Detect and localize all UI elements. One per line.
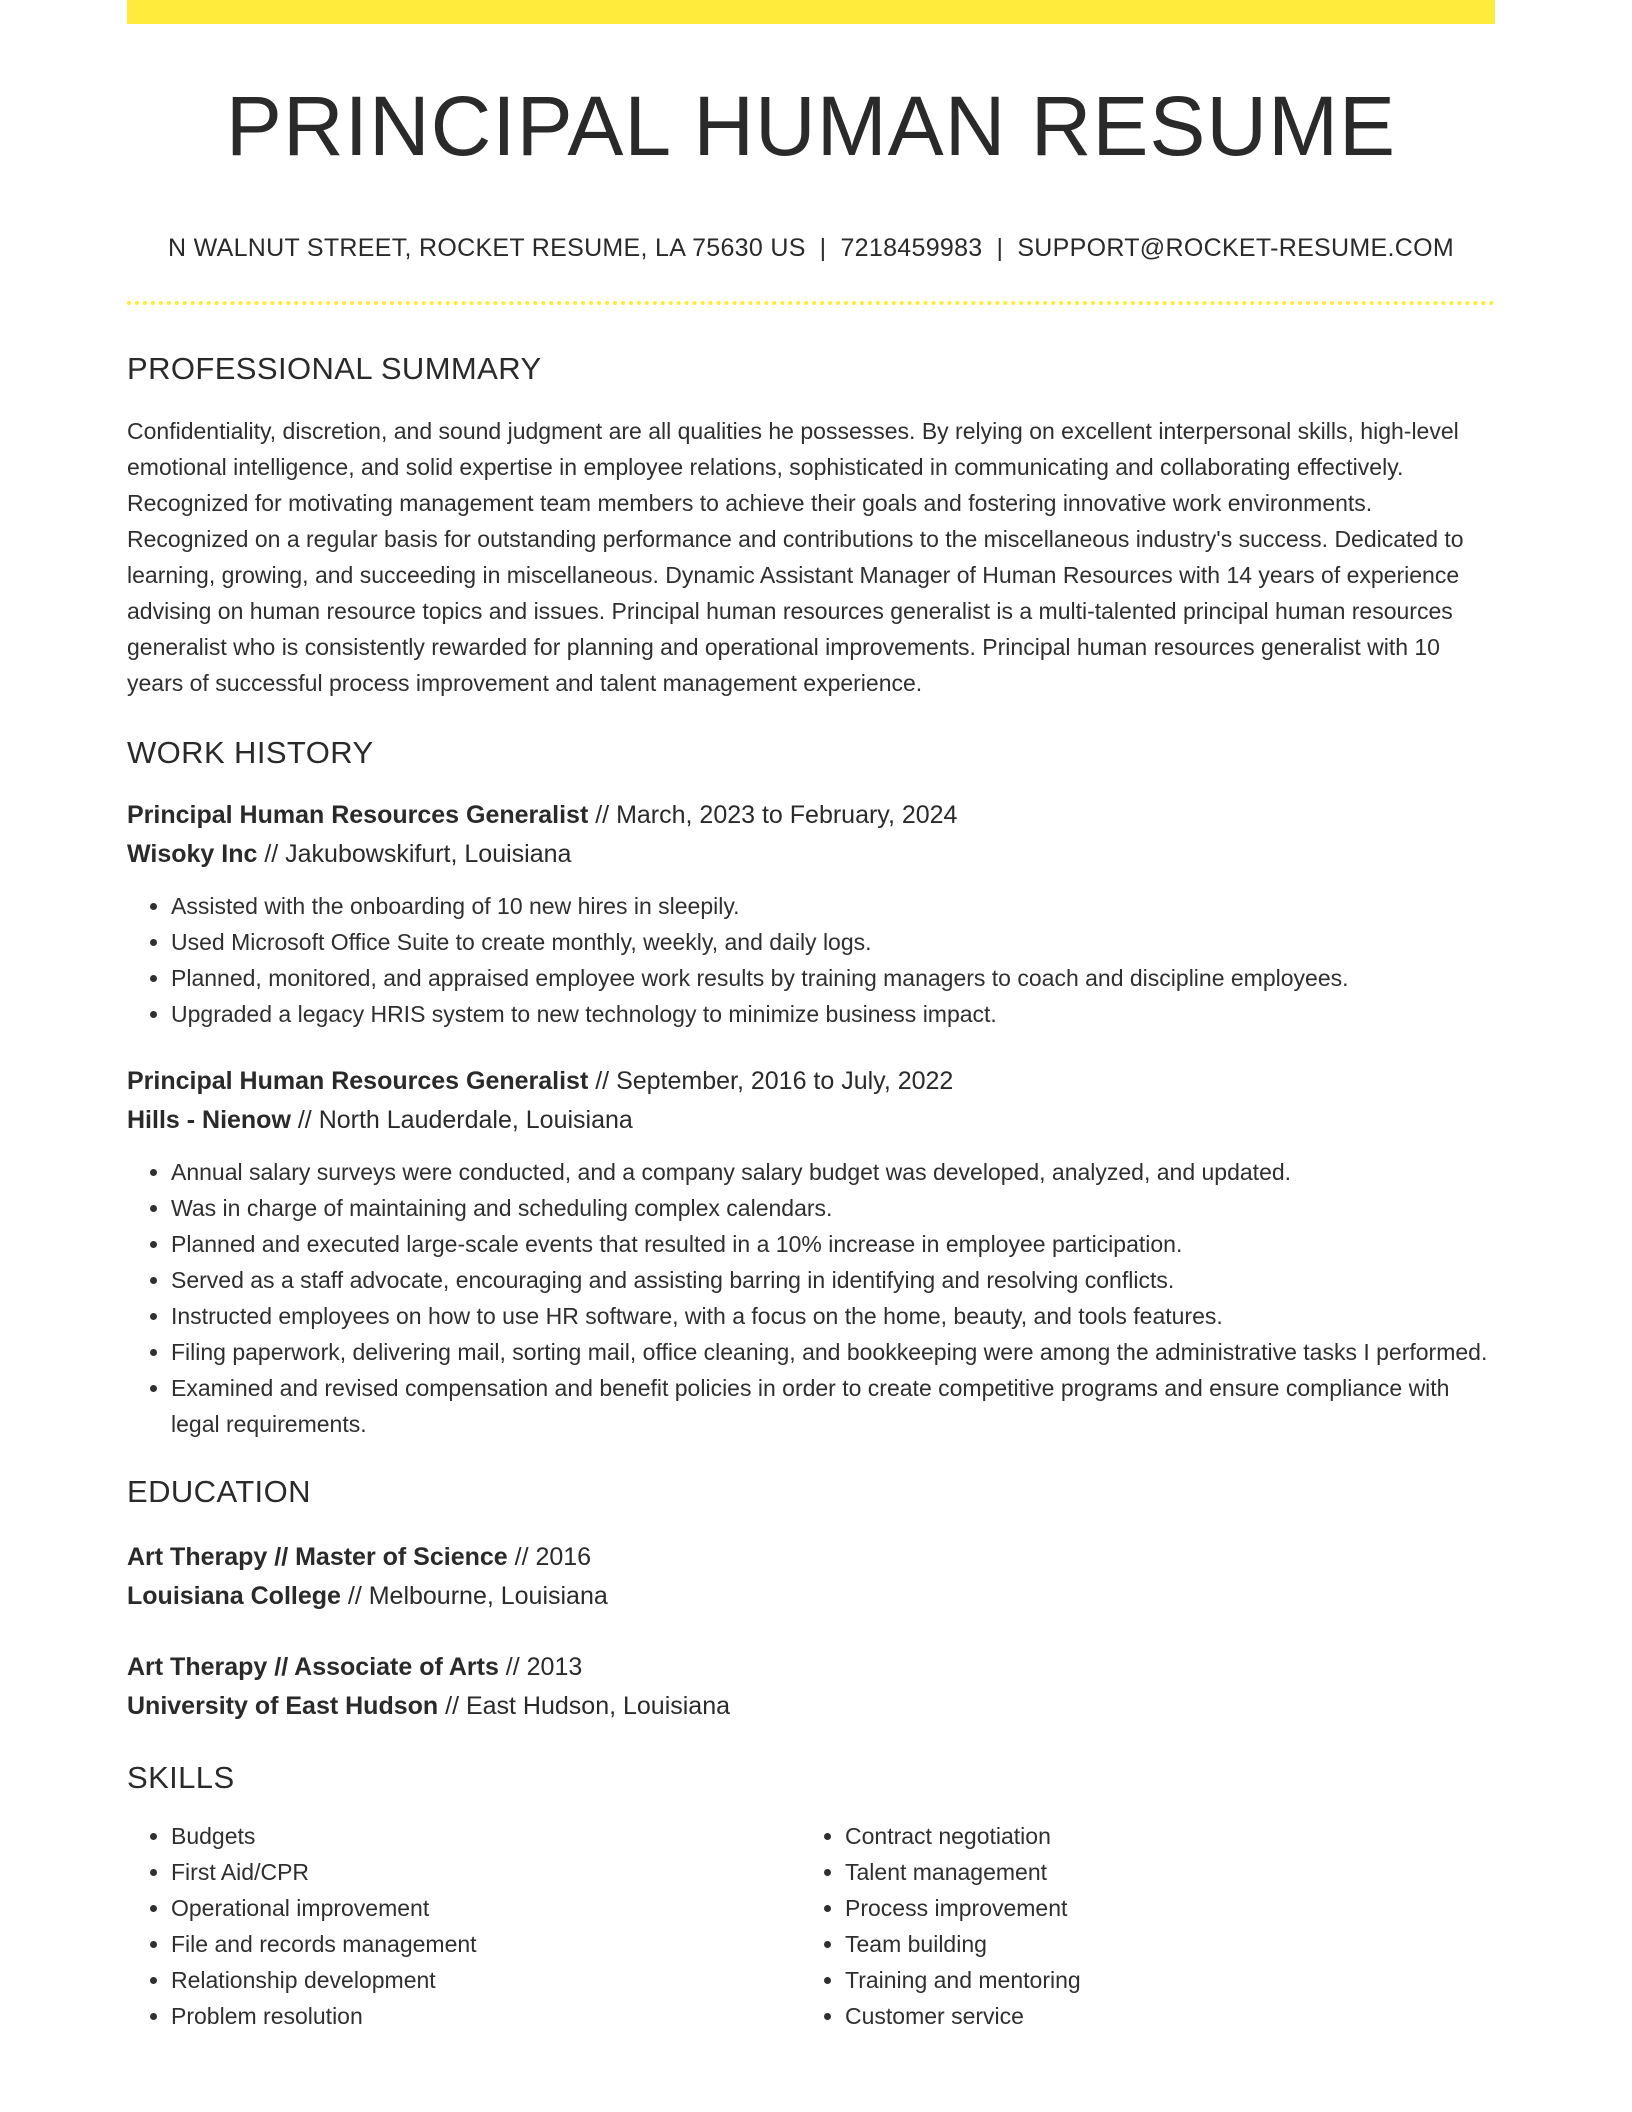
resume-body (127, 0, 1495, 2034)
job-entry (127, 796, 1495, 1032)
list-item: • Instructed employees on how to use HR software, with a focus on the home, beauty, and tools features. (171, 1298, 1495, 1334)
job-role: Principal Human Resources Generalist (127, 801, 589, 829)
job-dates: // March, 2023 to February, 2024 (588, 801, 958, 829)
job-location: // Jakubowskifurt, Louisiana (257, 840, 572, 868)
job-company-line (127, 835, 1495, 874)
skill-item: • File and records management (171, 1926, 801, 1962)
job-entry (127, 1062, 1495, 1442)
section-title-skills: SKILLS (127, 1760, 235, 1795)
edu-school: Louisiana College (127, 1582, 341, 1610)
edu-location: // Melbourne, Louisiana (340, 1582, 608, 1610)
top-accent-bar (127, 0, 1495, 24)
dotted-divider (127, 301, 1495, 305)
list-item: • Assisted with the onboarding of 10 new hires in sleepily. (171, 888, 1495, 924)
education-entry (127, 1538, 1495, 1616)
edu-location: // East Hudson, Louisiana (438, 1692, 731, 1720)
skill-item: • Contract negotiation (845, 1818, 1475, 1854)
edu-school: University of East Hudson (127, 1692, 439, 1720)
skills-list-right (801, 1818, 1475, 2034)
edu-degree-line (127, 1538, 1495, 1577)
job-role-line (127, 1062, 1495, 1101)
list-item: • Was in charge of maintaining and scheduling complex calendars. (171, 1190, 1495, 1226)
summary-text: Confidentiality, discretion, and sound judgment are all qualities he possesses. By relying on excellent interpersonal skills, high-level emotional intelligence, and solid expertise in employee relations, sophisticated in communicating and collaborating effectively. Recognized for motivating management team members to achieve their goals and fostering innovative work environments. Recognized on a regular basis for outstanding performance and contributions to the miscellaneous industry's success. Dedicated to learning, growing, and succeeding in miscellaneous. Dynamic Assistant Manager of Human Resources with 14 years of experience advising on human resource topics and issues. Principal human resources generalist is a multi-talented principal human resources generalist who is consistently rewarded for planning and operational improvements. Principal human resources generalist with 10 years of successful process improvement and talent management experience. (127, 418, 1464, 696)
contact-separator: | (819, 234, 827, 262)
edu-year: // 2013 (498, 1653, 583, 1681)
job-location: // North Lauderdale, Louisiana (290, 1106, 633, 1134)
list-item: • Annual salary surveys were conducted, and a company salary budget was developed, analyzed, and updated. (171, 1154, 1495, 1190)
list-item: • Filing paperwork, delivering mail, sorting mail, office cleaning, and bookkeeping were among the administrative tasks I performed. (171, 1334, 1495, 1370)
job-dates: // September, 2016 to July, 2022 (588, 1067, 954, 1095)
list-item: • Served as a staff advocate, encouraging and assisting barring in identifying and resolving conflicts. (171, 1262, 1495, 1298)
list-item: • Planned, monitored, and appraised employee work results by training managers to coach and discipline employees. (171, 960, 1495, 996)
edu-degree: Art Therapy // Associate of Arts (127, 1653, 499, 1681)
job-company: Wisoky Inc (127, 840, 258, 868)
skill-item: • Relationship development (171, 1962, 801, 1998)
skill-item: • First Aid/CPR (171, 1854, 801, 1890)
contact-line (127, 234, 1495, 263)
job-bullets (127, 1154, 1495, 1442)
skill-item: • Team building (845, 1926, 1475, 1962)
skill-item: • Budgets (171, 1818, 801, 1854)
edu-school-line (127, 1577, 1495, 1616)
job-role: Principal Human Resources Generalist (127, 1067, 589, 1095)
skill-item: • Process improvement (845, 1890, 1475, 1926)
job-company: Hills - Nienow (127, 1106, 291, 1134)
skill-item: • Training and mentoring (845, 1962, 1475, 1998)
list-item: • Used Microsoft Office Suite to create monthly, weekly, and daily logs. (171, 924, 1495, 960)
skills-columns (127, 1818, 1495, 2034)
skill-item: • Talent management (845, 1854, 1475, 1890)
list-item: • Examined and revised compensation and benefit policies in order to create competitive programs and ensure compliance with legal requirements. (171, 1370, 1495, 1442)
edu-year: // 2016 (507, 1543, 592, 1571)
list-item: • Upgraded a legacy HRIS system to new technology to minimize business impact. (171, 996, 1495, 1032)
education-entry (127, 1648, 1495, 1726)
section-title-summary: PROFESSIONAL SUMMARY (127, 351, 542, 386)
phone: 7218459983 (840, 234, 983, 262)
skill-item: • Customer service (845, 1998, 1475, 2034)
edu-school-line (127, 1687, 1495, 1726)
list-item: • Planned and executed large-scale events that resulted in a 10% increase in employee participation. (171, 1226, 1495, 1262)
job-role-line (127, 796, 1495, 835)
job-bullets (127, 888, 1495, 1032)
skills-list-left (127, 1818, 801, 2034)
edu-degree-line (127, 1648, 1495, 1687)
job-company-line (127, 1101, 1495, 1140)
section-title-education: EDUCATION (127, 1474, 311, 1509)
address: N WALNUT STREET, ROCKET RESUME, LA 75630 US (168, 234, 806, 262)
skill-item: • Problem resolution (171, 1998, 801, 2034)
section-title-work-history: WORK HISTORY (127, 735, 374, 770)
contact-separator: | (996, 234, 1004, 262)
resume-name: PRINCIPAL HUMAN RESUME (225, 79, 1397, 173)
email: SUPPORT@ROCKET-RESUME.COM (1017, 234, 1454, 262)
skill-item: • Operational improvement (171, 1890, 801, 1926)
edu-degree: Art Therapy // Master of Science (127, 1543, 508, 1571)
